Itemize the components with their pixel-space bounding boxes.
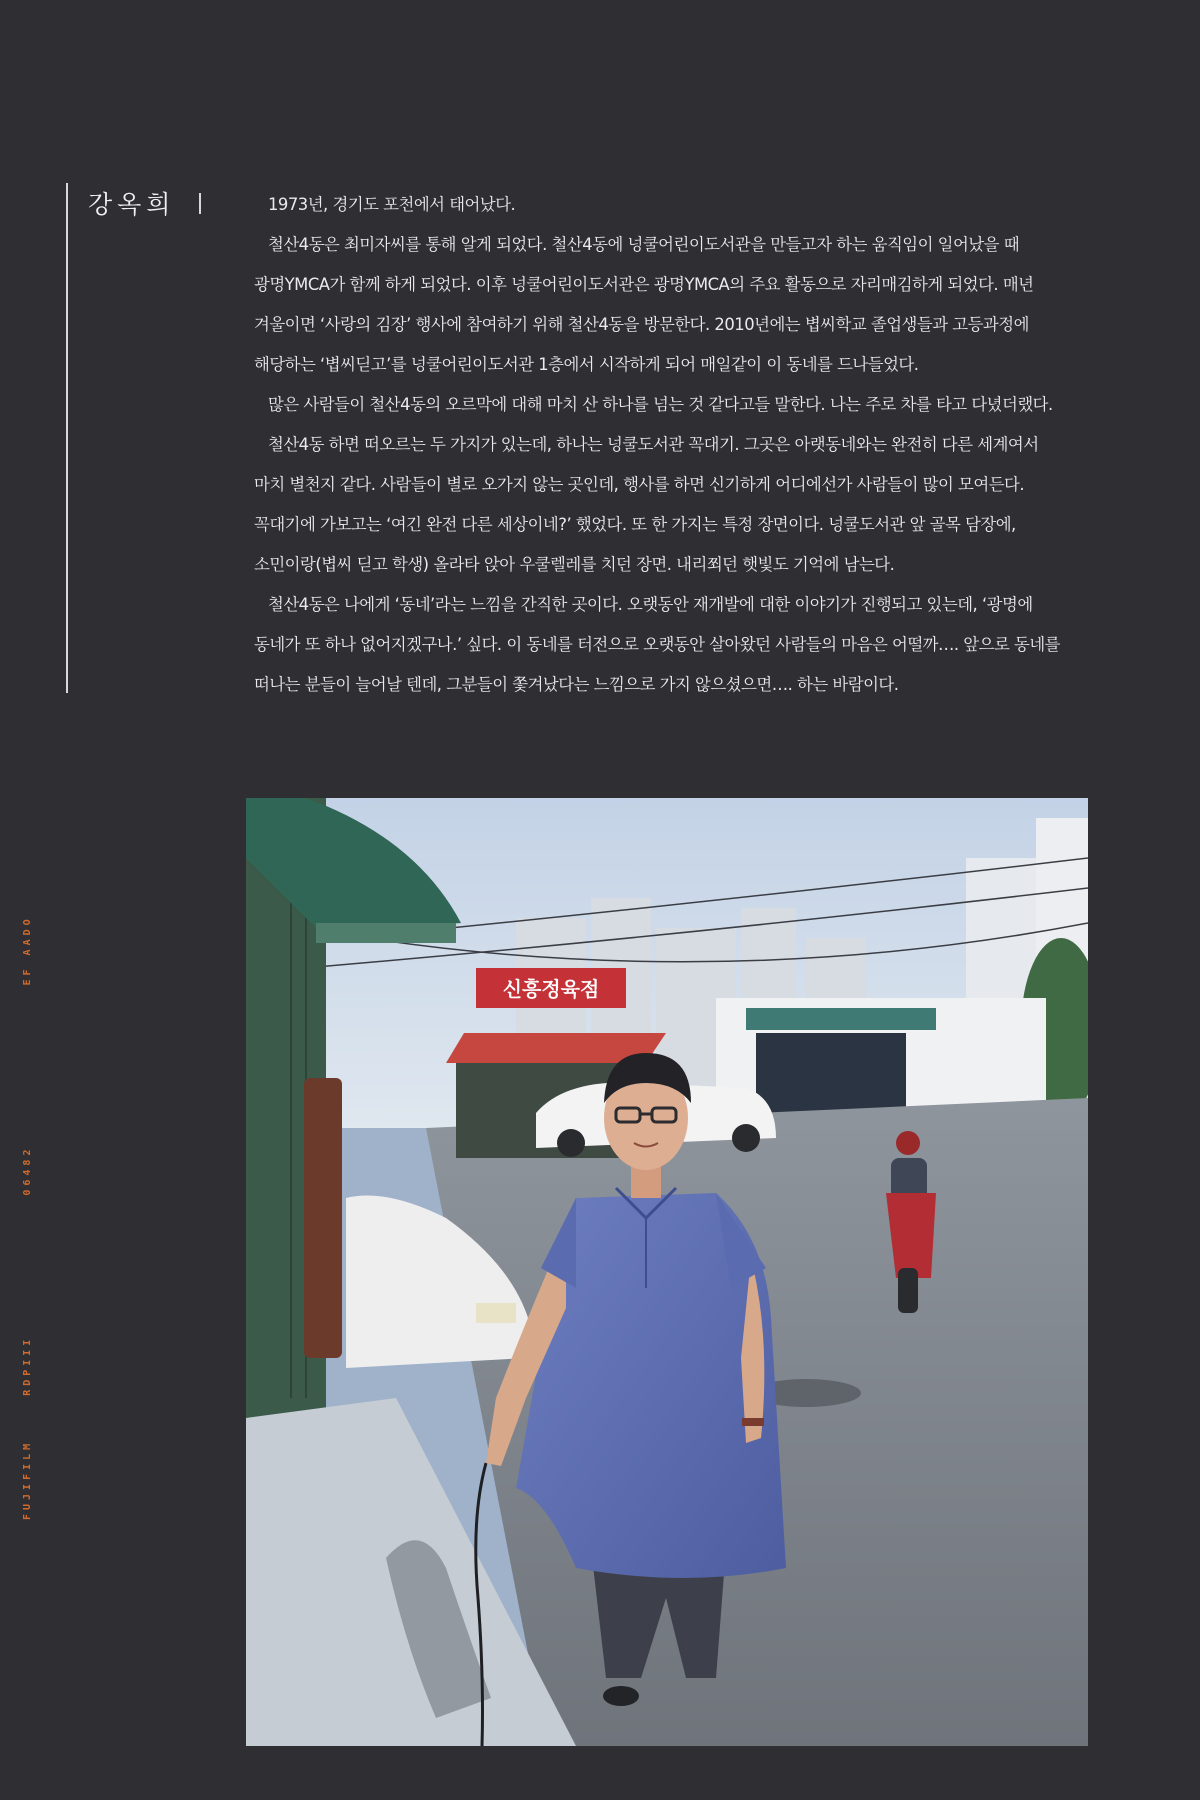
left-vertical-rule <box>66 183 68 693</box>
essay-line: 동네가 또 하나 없어지겠구나.’ 싶다. 이 동네를 터전으로 오랫동안 살아왔던 사람들의 마음은 어떨까…. 앞으로 동네를 <box>254 635 1061 654</box>
essay-line: 해당하는 ‘볍씨딛고’를 넝쿨어린이도서관 1층에서 시작하게 되어 매일같이 이 동네를 드나들었다. <box>254 355 919 374</box>
essay-text <box>254 185 1090 705</box>
film-code: EF AADO <box>22 915 33 986</box>
car-wheel <box>732 1124 760 1152</box>
essay-line: 떠나는 분들이 늘어날 텐데, 그분들이 쫓겨났다는 느낌으로 가지 않으셨으면…. 하는 바람이다. <box>254 675 899 694</box>
shop-sign-text: 신흥정육점 <box>502 977 600 1001</box>
essay-line: 마치 별천지 같다. 사람들이 별로 오가지 않는 곳인데, 행사를 하면 신기하게 어디에선가 사람들이 많이 모여든다. <box>254 475 1025 494</box>
awning-edge <box>316 923 456 943</box>
film-number: 06482 <box>22 1145 33 1196</box>
car-wheel <box>557 1129 585 1157</box>
essay-line: 겨울이면 ‘사랑의 김장’ 행사에 참여하기 위해 철산4동을 방문한다. 2010년에는 볍씨학교 졸업생들과 고등과정에 <box>254 315 1029 334</box>
essay-line: 광명YMCA가 함께 하게 되었다. 이후 넝쿨어린이도서관은 광명YMCA의 주요 활동으로 자리매김하게 되었다. 매년 <box>254 275 1034 294</box>
author-name: 강옥희 <box>88 190 176 219</box>
essay-line: 철산4동 하면 떠오르는 두 가지가 있는데, 하나는 넝쿨도서관 꼭대기. 그곳은 아랫동네와는 완전히 다른 세계여서 <box>268 435 1039 454</box>
essay-line: 1973년, 경기도 포천에서 태어났다. <box>268 195 516 214</box>
portrait-photo <box>246 798 1088 1746</box>
name-separator-bar <box>199 193 201 214</box>
essay-line: 꼭대기에 가보고는 ‘여긴 완전 다른 세상이네?’ 했었다. 또 한 가지는 특정 장면이다. 넝쿨도서관 앞 골목 담장에, <box>254 515 1016 534</box>
essay-line: 많은 사람들이 철산4동의 오르막에 대해 마치 산 하나를 넘는 것 같다고들 말한다. 나는 주로 차를 타고 다녔더랬다. <box>268 395 1053 414</box>
film-brand: FUJIFILM <box>22 1439 33 1520</box>
essay-line: 철산4동은 최미자씨를 통해 알게 되었다. 철산4동에 넝쿨어린이도서관을 만들고자 하는 움직임이 일어났을 때 <box>268 235 1020 254</box>
essay-line: 철산4동은 나에게 ‘동네’라는 느낌을 간직한 곳이다. 오랫동안 재개발에 대한 이야기가 진행되고 있는데, ‘광명에 <box>268 595 1033 614</box>
green-awning <box>746 1008 936 1030</box>
essay-line: 소민이랑(볍씨 딛고 학생) 올라타 앉아 우쿨렐레를 치던 장면. 내리쬐던 햇빛도 기억에 남는다. <box>254 555 895 574</box>
film-edge-markings <box>22 915 33 1520</box>
street-scene-illustration <box>246 798 1088 1746</box>
film-type: RDPIII <box>22 1335 33 1396</box>
hanging-wood-sign <box>304 1078 342 1358</box>
license-plate <box>476 1303 516 1323</box>
